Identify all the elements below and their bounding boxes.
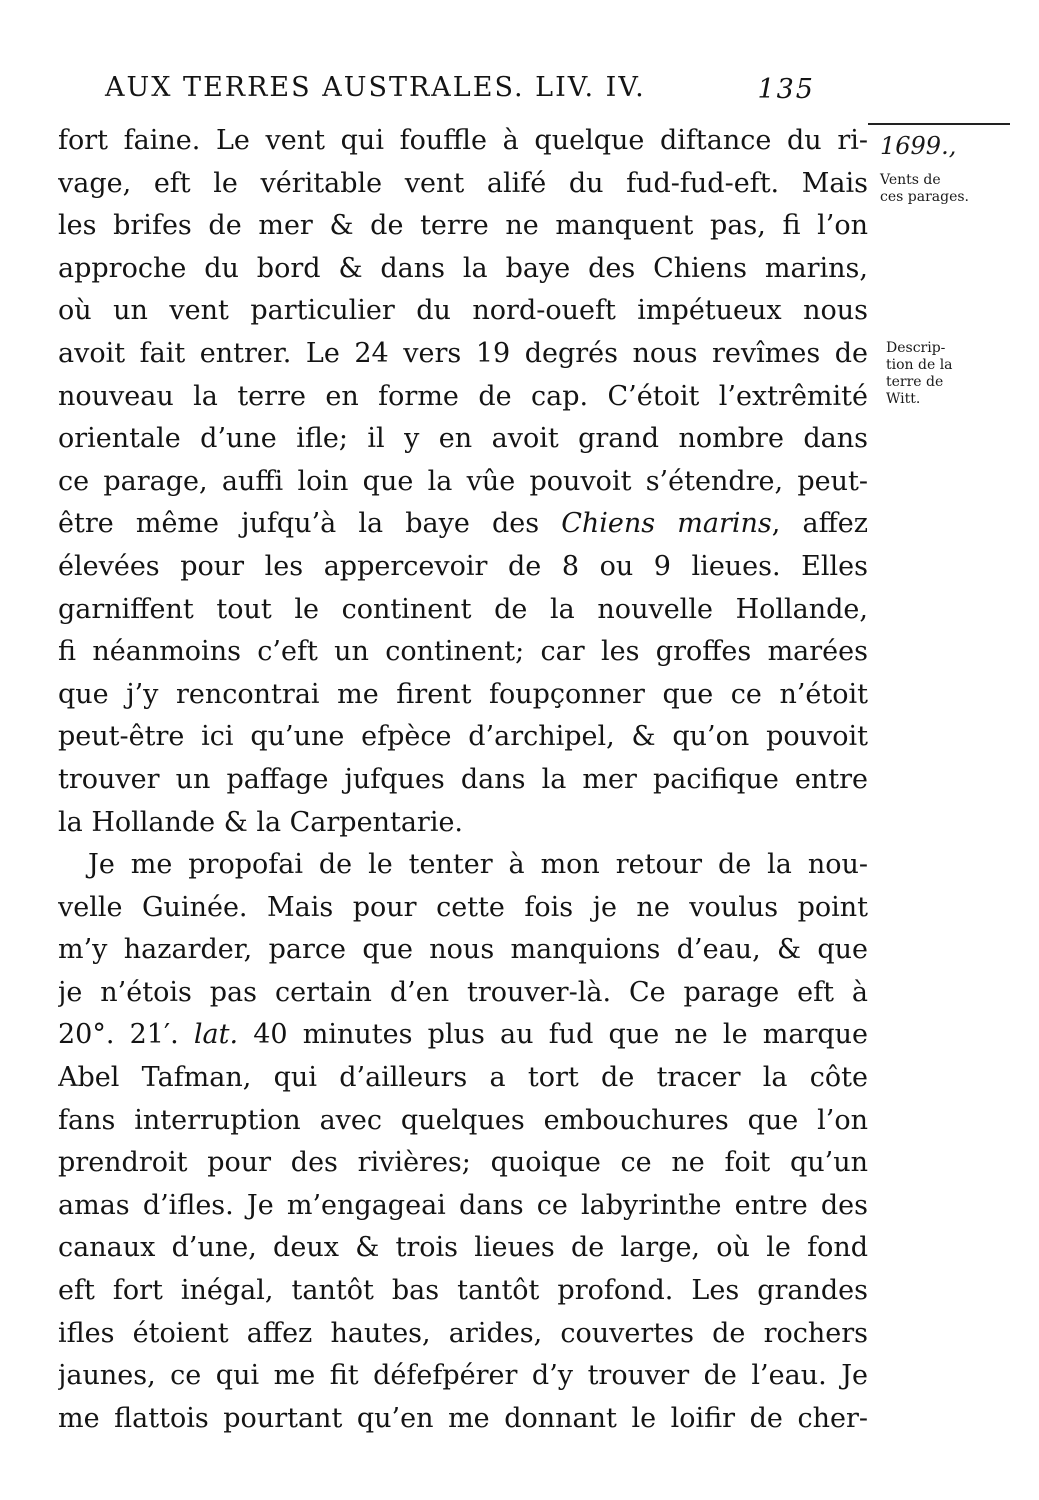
text-run: 20°. 21′.: [58, 1019, 194, 1051]
text-line: avoit fait entrer. Le 24 vers 19 degrés nous revîmes de: [58, 337, 868, 369]
text-line: nouveau la terre en forme de cap. C’étoit l’extrêmité: [58, 380, 868, 412]
margin-note-line: ces parages.: [880, 189, 969, 205]
text-run: 40 minutes plus au fud que ne le marque: [238, 1019, 868, 1051]
text-line: la Hollande & la Carpentarie.: [58, 806, 464, 838]
text-line: vage, eft le véritable vent alifé du fud-fud-eft. Mais: [58, 167, 868, 199]
margin-note-line: Witt.: [886, 391, 921, 407]
text-line: je n’étois pas certain d’en trouver-là. Ce parage eft à: [58, 976, 868, 1008]
running-head-title: AUX TERRES AUSTRALES. LIV. IV.: [105, 72, 646, 103]
margin-note-winds: [880, 172, 969, 206]
text-line: eft fort inégal, tantôt bas tantôt profond. Les grandes: [58, 1275, 868, 1307]
text-line: trouver un paffage jufques dans la mer pacifique entre: [58, 763, 868, 795]
italic-text: Chiens marins: [561, 508, 772, 540]
text-line: me flattois pourtant qu’en me donnant le loifir de cher-: [58, 1402, 868, 1434]
header-rule: [868, 123, 1010, 125]
text-line: approche du bord & dans la baye des Chiens marins,: [58, 252, 868, 284]
text-line: amas d’ifles. Je m’engageai dans ce labyrinthe entre des: [58, 1189, 868, 1221]
margin-note-line: Descrip-: [886, 340, 946, 356]
text-line: velle Guinée. Mais pour cette fois je ne voulus point: [58, 891, 868, 923]
text-line: prendroit pour des rivières; quoique ce ne foit qu’un: [58, 1147, 868, 1179]
text-line: fort faine. Le vent qui fouffle à quelque diftance du ri-: [58, 125, 868, 156]
text-line: canaux d’une, deux & trois lieues de large, où le fond: [58, 1232, 868, 1264]
margin-note-line: Vents de: [880, 172, 941, 188]
body-text: [58, 120, 868, 1440]
text-line: élevées pour les appercevoir de 8 ou 9 lieues. Elles: [58, 550, 868, 582]
margin-year: 1699.,: [880, 132, 957, 160]
text-run: être même jufqu’à la baye des: [58, 508, 562, 540]
text-line: où un vent particulier du nord-oueft impétueux nous: [58, 295, 868, 327]
running-head: [105, 72, 815, 118]
text-line: Abel Tafman, qui d’ailleurs a tort de tracer la côte: [58, 1062, 868, 1094]
text-line: Je me propofai de le tenter à mon retour de la nou-: [88, 849, 868, 881]
page-number: 135: [757, 74, 815, 105]
text-line: jaunes, ce qui me fit défefpérer d’y trouver de l’eau. Je: [58, 1360, 868, 1392]
margin-note-line: tion de la: [886, 357, 953, 373]
margin-note-description: [886, 340, 953, 408]
italic-text: lat.: [193, 1019, 239, 1051]
text-line: que j’y rencontrai me firent foupçonner que ce n’étoit: [58, 678, 868, 710]
text-line: [58, 1014, 868, 1057]
text-line: peut-être ici qu’une efpèce d’archipel, & qu’on pouvoit: [58, 721, 868, 753]
text-line: orientale d’une ifle; il y en avoit grand nombre dans: [58, 423, 868, 455]
text-line: ce parage, auffi loin que la vûe pouvoit s’étendre, peut-: [58, 465, 868, 497]
text-line: fi néanmoins c’eft un continent; car les groffes marées: [58, 636, 868, 668]
text-line: [58, 503, 868, 546]
text-line: m’y hazarder, parce que nous manquions d’eau, & que: [58, 934, 868, 966]
text-line: fans interruption avec quelques embouchures que l’on: [58, 1104, 868, 1136]
text-line: les brifes de mer & de terre ne manquent pas, fi l’on: [58, 210, 868, 242]
text-line: ifles étoient affez hautes, arides, couvertes de rochers: [58, 1317, 868, 1349]
text-line: garniffent tout le continent de la nouvelle Hollande,: [58, 593, 868, 625]
margin-note-line: terre de: [886, 374, 944, 390]
text-run: , affez: [771, 508, 868, 540]
